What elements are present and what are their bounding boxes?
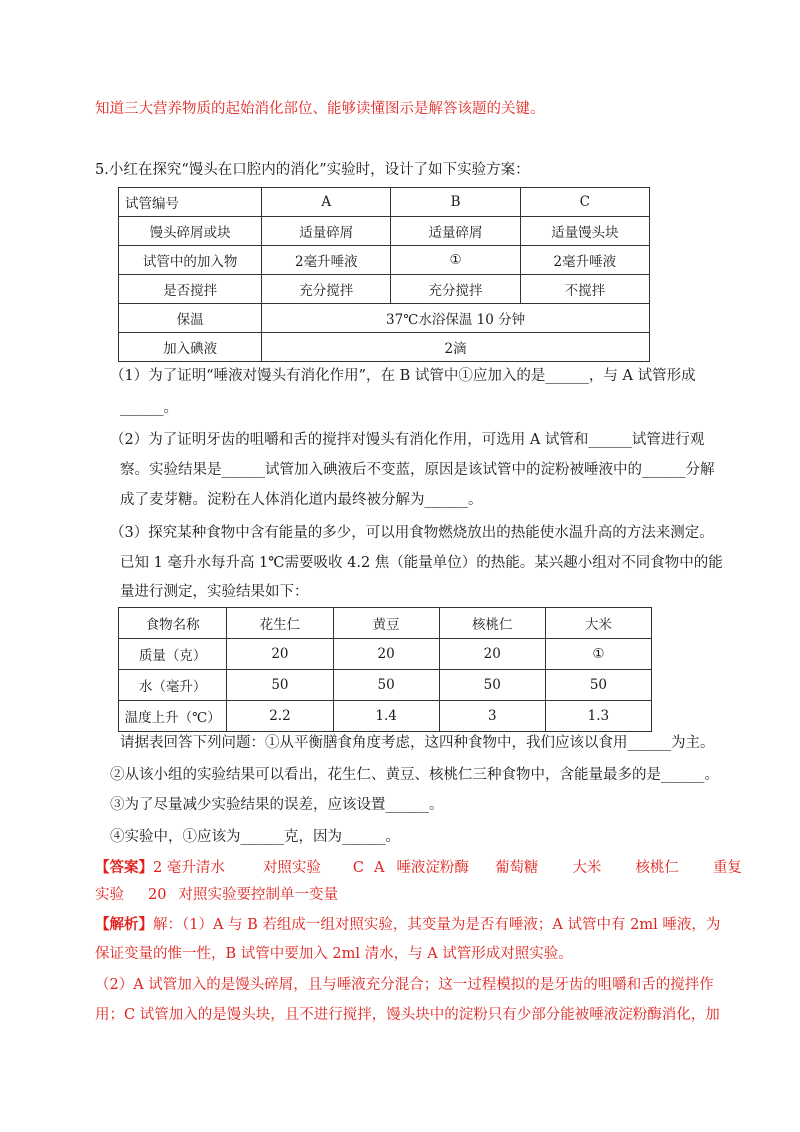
table-cell: 温度上升（℃）	[119, 701, 227, 732]
table-cell: 50	[439, 670, 545, 701]
q2-line2: 察。实验结果是______试管加入碘液后不变蓝，原因是该试管中的淀粉被唾液中的______分解	[120, 462, 715, 478]
analysis-line1	[95, 913, 721, 937]
table-cell: 适量碎屑	[262, 217, 391, 246]
answer-item: 对照实验	[262, 860, 321, 876]
table-header-cell: 食物名称	[119, 608, 227, 639]
table-row	[119, 670, 652, 701]
table-cell: 保温	[119, 304, 262, 333]
analysis-line2: 保证变量的惟一性，B 试管中要加入 2ml 清水，与 A 试管形成对照实验。	[95, 946, 573, 962]
table-cell: ①	[391, 246, 520, 275]
table-cell: 充分搅拌	[391, 275, 520, 304]
table-cell: 适量碎屑	[391, 217, 520, 246]
analysis-line3: （2）A 试管加入的是馒头碎屑，且与唾液充分混合；这一过程模拟的是牙齿的咀嚼和舌的搅拌作	[95, 977, 714, 993]
table-cell: 2毫升唾液	[520, 246, 649, 275]
answer-item: 大米	[572, 860, 602, 876]
question-stem: 5.小红在探究“馒头在口腔内的消化”实验时，设计了如下实验方案：	[95, 162, 530, 178]
energy-table	[118, 607, 652, 732]
table-header-cell: A	[262, 188, 391, 217]
intro-note: 知道三大营养物质的起始消化部位、能够读懂图示是解答该题的关键。	[95, 101, 545, 117]
table-cell: 适量馒头块	[520, 217, 649, 246]
table-cell: 3	[439, 701, 545, 732]
table-row	[119, 701, 652, 732]
table-cell: 充分搅拌	[262, 275, 391, 304]
table-cell: 1.4	[333, 701, 439, 732]
table-row	[119, 304, 650, 333]
sub-question-4: ④实验中，①应该为______克，因为______。	[110, 829, 400, 845]
analysis-text: 解：（1）A 与 B 若组成一组对照实验，其变量为是否有唾液；A 试管中有 2ml 唾液，为	[153, 917, 721, 933]
q3-line3: 量进行测定，实验结果如下：	[120, 584, 309, 600]
sub-question-3: ③为了尽量减少实验结果的误差，应该设置______。	[110, 797, 444, 813]
table-row	[119, 217, 650, 246]
table-cell: 加入碘液	[119, 333, 262, 362]
answer-item: C	[352, 860, 364, 876]
table-header-cell: 黄豆	[333, 608, 439, 639]
experiment-table	[118, 187, 650, 362]
table-header-cell: 花生仁	[227, 608, 333, 639]
analysis-line4: 用；C 试管加入的是馒头块，且不进行搅拌，馒头块中的淀粉只有少部分能被唾液淀粉酶消化，加	[95, 1007, 720, 1023]
answer-line1	[95, 856, 742, 880]
answer-item: 20	[148, 887, 167, 903]
table-header-cell: B	[391, 188, 520, 217]
table-cell: 2滴	[262, 333, 650, 362]
table-cell: 馒头碎屑或块	[119, 217, 262, 246]
table-cell: 50	[227, 670, 333, 701]
table-header-cell: 核桃仁	[439, 608, 545, 639]
table-cell: 水（毫升）	[119, 670, 227, 701]
answer-item: A	[373, 860, 385, 876]
table-cell: 20	[439, 639, 545, 670]
table-row	[119, 246, 650, 275]
q3-line1: （3）探究某种食物中含有能量的多少，可以用食物燃烧放出的热能使水温升高的方法来测定。	[110, 525, 714, 541]
table-row	[119, 333, 650, 362]
table-cell: 50	[333, 670, 439, 701]
answer-item: 唾液淀粉酶	[396, 860, 469, 876]
table-cell: 是否搅拌	[119, 275, 262, 304]
table-cell: ①	[545, 639, 651, 670]
table-cell: 20	[227, 639, 333, 670]
table-header-cell: 试管编号	[119, 188, 262, 217]
table-cell: 1.3	[545, 701, 651, 732]
answer-item: 葡萄糖	[494, 860, 539, 876]
table-header-cell: C	[520, 188, 649, 217]
sub-question-2: ②从该小组的实验结果可以看出，花生仁、黄豆、核桃仁三种食物中，含能量最多的是______。	[110, 767, 719, 783]
answer-line2	[95, 883, 715, 907]
table-cell: 37℃水浴保温 10 分钟	[262, 304, 650, 333]
answer-item: 核桃仁	[635, 860, 679, 876]
table-row	[119, 639, 652, 670]
q2-line1: （2）为了证明牙齿的咀嚼和舌的搅拌对馒头有消化作用，可选用 A 试管和______试管进行观	[110, 432, 705, 448]
table-row	[119, 608, 652, 639]
table-cell: 质量（克）	[119, 639, 227, 670]
sub-question-1: 请据表回答下列问题：①从平衡膳食角度考虑，这四种食物中，我们应该以食用______为主。	[120, 735, 715, 751]
table-row	[119, 275, 650, 304]
table-cell: 2.2	[227, 701, 333, 732]
table-header-cell: 大米	[545, 608, 651, 639]
q1-line1: （1）为了证明“唾液对馒头有消化作用”，在 B 试管中①应加入的是______，与 A 试管形成	[110, 368, 696, 384]
table-cell: 50	[545, 670, 651, 701]
q1-line2: ______。	[120, 400, 178, 416]
answer-item: 重复	[712, 860, 742, 876]
table-cell: 试管中的加入物	[119, 246, 262, 275]
answer-item: 实验	[95, 887, 124, 903]
table-cell: 20	[333, 639, 439, 670]
q2-line3: 成了麦芽糖。淀粉在人体消化道内最终被分解为______。	[120, 492, 483, 508]
answer-item: 对照实验要控制单一变量	[178, 887, 338, 903]
table-cell: 2毫升唾液	[262, 246, 391, 275]
table-cell: 不搅拌	[520, 275, 649, 304]
q3-line2: 已知 1 毫升水每升高 1℃需要吸收 4.2 焦（能量单位）的热能。某兴趣小组对不同食物中的能	[120, 555, 723, 571]
table-row	[119, 188, 650, 217]
answer-label: 【答案】	[95, 859, 153, 876]
answer-item: 2 毫升清水	[153, 860, 225, 876]
analysis-label: 【解析】	[95, 916, 153, 933]
